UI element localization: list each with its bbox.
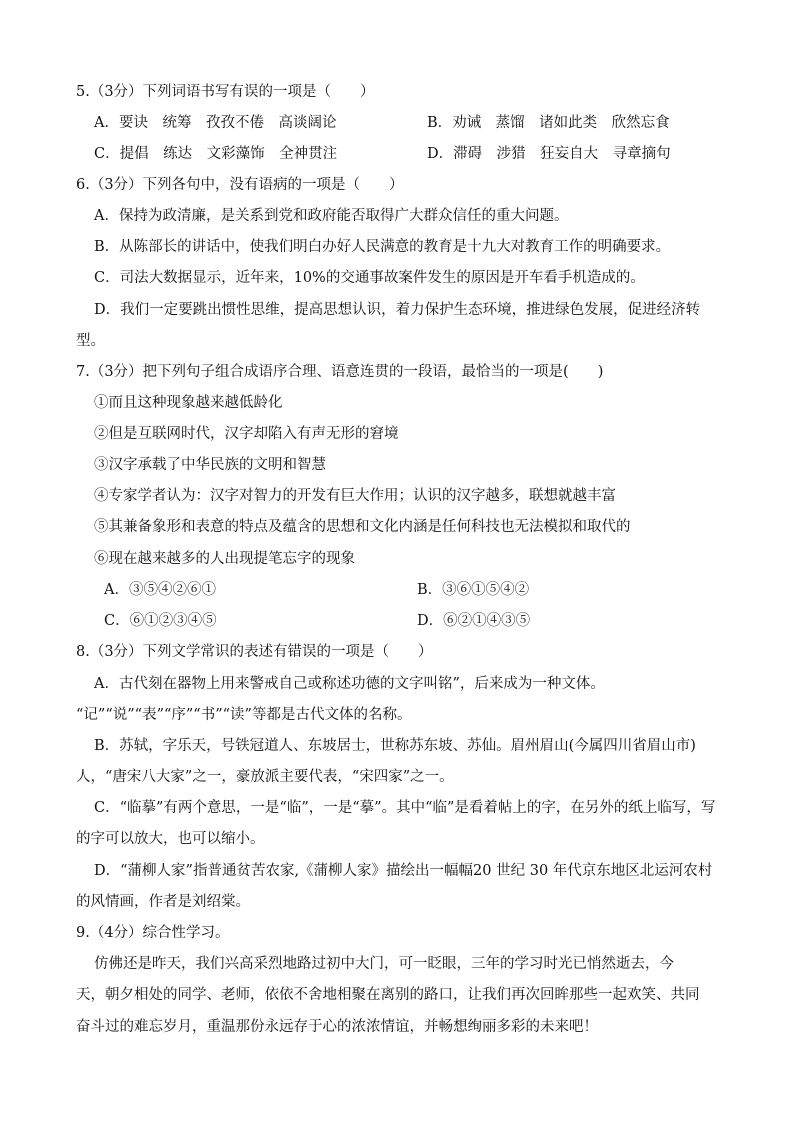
q7-stem: 7.（3分）把下列句子组合成语序合理、语意连贯的一段语，最恰当的一项是( ) (76, 364, 604, 380)
q5-option-b: B．劝诫 蒸馏 诸如此类 欣然忘食 (427, 115, 670, 131)
q6-option-c: C．司法大数据显示，近年来，10%的交通事故案件发生的原因是开车看手机造成的。 (94, 270, 645, 286)
q6-option-d-line2: 型。 (76, 333, 105, 349)
q6-option-b: B．从陈部长的讲话中，使我们明白办好人民满意的教育是十九大对教育工作的明确要求。 (94, 239, 671, 255)
q9-stem: 9.（4分）综合性学习。 (76, 925, 230, 941)
q7-sentence-1: ①而且这种现象越来越低龄化 (94, 395, 283, 411)
q7-sentence-3: ③汉字承载了中华民族的文明和智慧 (94, 457, 326, 473)
q7-sentence-2: ②但是互联网时代，汉字却陷入有声无形的窘境 (94, 426, 399, 442)
q5-option-d: D．滞碍 涉猎 狂妄自大 寻章摘句 (427, 146, 671, 162)
q5-option-a: A．要诀 统筹 孜孜不倦 高谈阔论 (94, 115, 337, 131)
q9-paragraph-line1: 仿佛还是昨天，我们兴高采烈地路过初中大门，可一眨眼，三年的学习时光已悄然逝去，今 (94, 956, 674, 972)
q8-option-c-line2: 的字可以放大，也可以缩小。 (76, 831, 265, 847)
q8-option-b-line2: 人，“唐宋八大家”之一，豪放派主要代表，“宋四家”之一。 (76, 769, 454, 785)
q8-option-d-line2: 的风情画，作者是刘绍棠。 (76, 894, 250, 910)
q7-option-c: C．⑥①②③④⑤ (104, 613, 217, 629)
q7-option-a: A．③⑤④②⑥① (104, 582, 216, 598)
q5-stem: 5.（3分）下列词语书写有误的一项是（ ） (76, 84, 375, 100)
q7-sentence-5: ⑤其兼备象形和表意的特点及蕴含的思想和文化内涵是任何科技也无法模拟和取代的 (94, 519, 631, 535)
q9-paragraph-line3: 奋斗过的难忘岁月，重温那份永远存于心的浓浓情谊，并畅想绚丽多彩的未来吧！ (76, 1019, 598, 1035)
q6-option-a: A．保持为政清廉，是关系到党和政府能否取得广大群众信任的重大问题。 (94, 208, 569, 224)
q6-option-d-line1: D．我们一定要跳出惯性思维，提高思想认识，着力保护生态环境，推进绿色发展，促进经济转 (94, 302, 701, 318)
q8-stem: 8.（3分）下列文学常识的表述有错误的一项是（ ） (76, 644, 433, 660)
q9-paragraph-line2: 天，朝夕相处的同学、老师，依依不舍地相聚在离别的路口，让我们再次回眸那些一起欢笑、共同 (76, 987, 700, 1003)
q8-option-a-line2: “记”“说”“表”“序”“书”“读”等都是古代文体的名称。 (76, 707, 412, 723)
q8-option-b-line1: B．苏轼，字乐天，号铁冠道人、东坡居士，世称苏东坡、苏仙。眉州眉山(今属四川省眉山市) (94, 738, 696, 754)
q7-option-d: D．⑥②①④③⑤ (417, 613, 531, 629)
q8-option-d-line1: D．“蒲柳人家”指普通贫苦农家,《蒲柳人家》描绘出一幅幅20 世纪 30 年代京东地区北运河农村 (94, 863, 713, 879)
q8-option-a-line1: A．古代刻在器物上用来警戒自己或称述功德的文字叫铭”，后来成为一种文体。 (94, 676, 605, 692)
q7-sentence-6: ⑥现在越来越多的人出现提笔忘字的现象 (94, 551, 355, 567)
q8-option-c-line1: C．“临摹”有两个意思，一是“临”，一是“摹”。其中“临”是看着帖上的字，在另外的纸上临写，写 (94, 800, 716, 816)
q7-option-b: B．③⑥①⑤④② (417, 582, 530, 598)
q7-sentence-4: ④专家学者认为：汉字对智力的开发有巨大作用；认识的汉字越多，联想就越丰富 (94, 488, 616, 504)
q5-option-c: C．提倡 练达 文彩藻饰 全神贯注 (94, 146, 338, 162)
q6-stem: 6.（3分）下列各句中，没有语病的一项是（ ） (76, 177, 404, 193)
